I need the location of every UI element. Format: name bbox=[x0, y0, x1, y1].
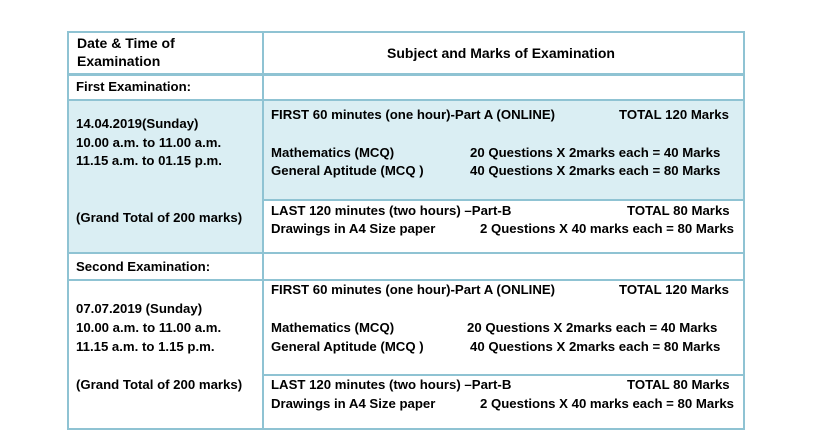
first-drawings-label: Drawings in A4 Size paper bbox=[271, 221, 436, 236]
table-border-top bbox=[67, 31, 745, 33]
second-aptitude-label: General Aptitude (MCQ ) bbox=[271, 339, 424, 354]
table-border-bottom bbox=[67, 428, 745, 430]
row-divider-second-label bbox=[67, 279, 745, 281]
first-partB-total: TOTAL 80 Marks bbox=[627, 203, 730, 218]
first-math-detail: 20 Questions X 2marks each = 40 Marks bbox=[470, 145, 721, 160]
row-divider-header bbox=[67, 73, 745, 76]
second-exam-time1: 10.00 a.m. to 11.00 a.m. bbox=[76, 320, 222, 335]
second-aptitude-detail: 40 Questions X 2marks each = 80 Marks bbox=[470, 339, 721, 354]
table-border-left bbox=[67, 31, 69, 430]
header-date-time-line1: Date & Time of bbox=[77, 35, 175, 51]
second-math-detail: 20 Questions X 2marks each = 40 Marks bbox=[467, 320, 718, 335]
first-exam-grand-total: (Grand Total of 200 marks) bbox=[76, 210, 243, 225]
row-divider-first-partA bbox=[263, 199, 745, 201]
column-divider bbox=[262, 31, 264, 430]
exam-schedule-table bbox=[67, 31, 745, 430]
second-math-label: Mathematics (MCQ) bbox=[271, 320, 395, 335]
first-drawings-detail: 2 Questions X 40 marks each = 80 Marks bbox=[480, 221, 735, 236]
second-partA-total: TOTAL 120 Marks bbox=[619, 282, 729, 297]
first-exam-time1: 10.00 a.m. to 11.00 a.m. bbox=[76, 135, 222, 150]
header-subject-marks: Subject and Marks of Examination bbox=[387, 45, 615, 61]
first-math-label: Mathematics (MCQ) bbox=[271, 145, 395, 160]
first-partB-title: LAST 120 minutes (two hours) –Part-B bbox=[271, 203, 512, 218]
row-divider-first-end bbox=[67, 252, 745, 254]
second-partB-total: TOTAL 80 Marks bbox=[627, 377, 730, 392]
first-aptitude-detail: 40 Questions X 2marks each = 80 Marks bbox=[470, 163, 721, 178]
first-exam-time2: 11.15 a.m. to 01.15 p.m. bbox=[76, 153, 222, 168]
second-exam-date: 07.07.2019 (Sunday) bbox=[76, 301, 203, 316]
first-partA-title: FIRST 60 minutes (one hour)-Part A (ONLINE) bbox=[271, 107, 556, 122]
second-drawings-detail: 2 Questions X 40 marks each = 80 Marks bbox=[480, 396, 735, 411]
header-date-time-line2: Examination bbox=[77, 53, 161, 69]
row-divider-first-label bbox=[67, 99, 745, 101]
second-exam-grand-total: (Grand Total of 200 marks) bbox=[76, 377, 243, 392]
row-divider-second-partA bbox=[263, 374, 745, 376]
second-partA-title: FIRST 60 minutes (one hour)-Part A (ONLINE) bbox=[271, 282, 556, 297]
second-partB-title: LAST 120 minutes (two hours) –Part-B bbox=[271, 377, 512, 392]
second-exam-label: Second Examination: bbox=[76, 259, 211, 274]
second-exam-time2: 11.15 a.m. to 1.15 p.m. bbox=[76, 339, 215, 354]
table-border-right bbox=[743, 31, 745, 430]
first-exam-label: First Examination: bbox=[76, 79, 192, 94]
second-drawings-label: Drawings in A4 Size paper bbox=[271, 396, 436, 411]
first-partA-total: TOTAL 120 Marks bbox=[619, 107, 729, 122]
first-exam-date: 14.04.2019(Sunday) bbox=[76, 116, 199, 131]
first-aptitude-label: General Aptitude (MCQ ) bbox=[271, 163, 424, 178]
